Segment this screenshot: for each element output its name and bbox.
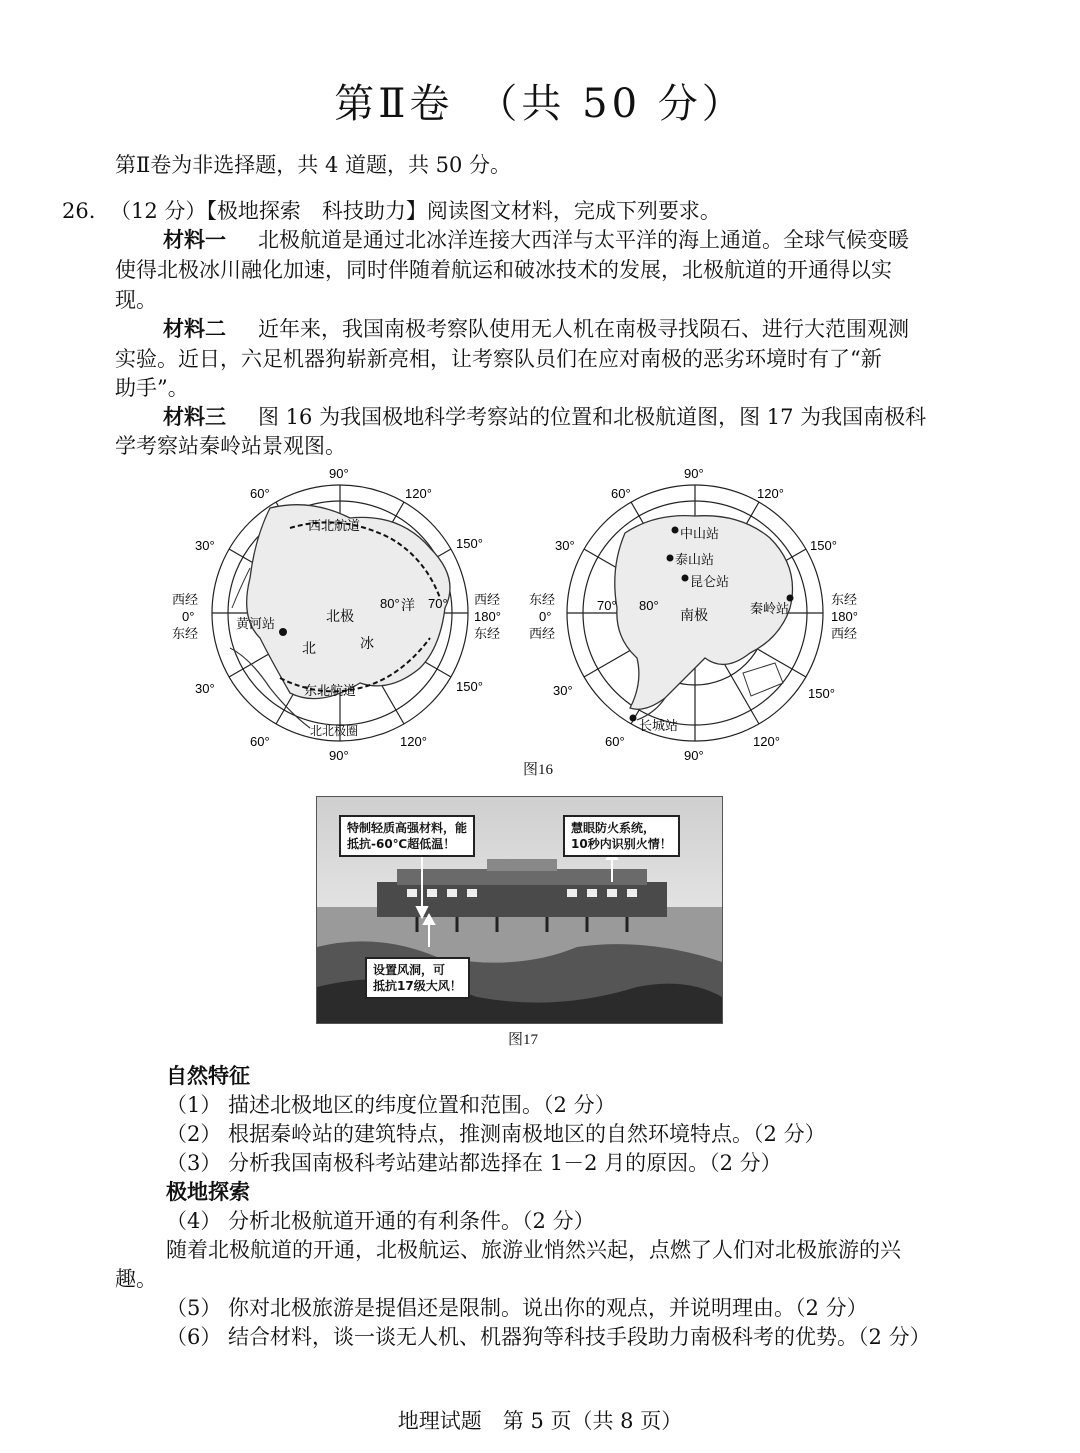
task-3: （3） 分析我国南极科考站建站都选择在 1－2 月的原因。（2 分） <box>166 1151 782 1175</box>
ant-left-label-bot: 西经 <box>529 627 556 642</box>
task-note-line2: 趣。 <box>115 1267 157 1291</box>
ice-shelf-hatch <box>743 663 783 696</box>
section-natural-features: 自然特征 <box>166 1063 250 1088</box>
section-polar-exploration: 极地探索 <box>166 1179 250 1204</box>
huanghe-station-label: 黄河站 <box>236 617 276 632</box>
ant-right-label-bot: 西经 <box>831 627 858 642</box>
south-pole-label: 南极 <box>680 608 708 624</box>
ant-right-label-mid: 180° <box>831 609 858 624</box>
ant-deg60-bl: 60° <box>605 734 625 749</box>
huanghe-station-dot <box>279 628 287 636</box>
callout-fire <box>563 815 680 857</box>
qinling-station-photo <box>316 796 723 1024</box>
ant-left-label-top: 东经 <box>529 593 556 608</box>
section-title: 第Ⅱ卷 （共 50 分） <box>334 81 746 127</box>
deg60-tl: 60° <box>250 486 270 501</box>
ocean-char-yang: 洋 <box>401 598 415 614</box>
ant-deg120-tr: 120° <box>757 486 784 501</box>
ant-right-label-top: 东经 <box>831 593 858 608</box>
section-intro: 第Ⅱ卷为非选择题，共 4 道题，共 50 分。 <box>115 153 512 177</box>
question-header: （12 分）【极地探索 科技助力】阅读图文材料，完成下列要求。 <box>110 199 721 223</box>
ant-deg120-br: 120° <box>753 734 780 749</box>
zhongshan-label: 中山站 <box>680 527 720 542</box>
left-label-top: 西经 <box>172 593 199 608</box>
callout-wind-line1: 设置风洞，可 <box>373 963 446 977</box>
callout-fire-line1: 慧眼防火系统， <box>571 821 656 835</box>
callout-fire-line2: 10秒内识别火情！ <box>571 837 672 851</box>
northeast-route-label: 东北航道 <box>304 684 357 699</box>
ant-deg30-tl: 30° <box>555 538 575 553</box>
callout-material <box>339 815 475 857</box>
page-footer: 地理试题 第 5 页（共 8 页） <box>397 1409 683 1433</box>
task-2: （2） 根据秦岭站的建筑特点，推测南极地区的自然环境特点。（2 分） <box>166 1122 826 1146</box>
deg150-tr: 150° <box>456 536 483 551</box>
northwest-route-label: 西北航道 <box>308 519 361 534</box>
task-4: （4） 分析北极航道开通的有利条件。（2 分） <box>166 1209 595 1233</box>
antarctic-map <box>525 458 875 768</box>
callout-material-line1: 特制轻质高强材料，能 <box>347 821 468 835</box>
deg90-top: 90° <box>329 466 349 481</box>
changcheng-dot <box>630 715 637 722</box>
material3-line1: 图 16 为我国极地科学考察站的位置和北极航道图，图 17 为我国南极科 <box>258 405 927 429</box>
kunlun-dot <box>682 575 689 582</box>
material3-label: 材料三 <box>163 404 226 429</box>
changcheng-label: 长城站 <box>639 719 679 734</box>
ant-deg90-top: 90° <box>684 466 704 481</box>
left-label-bot: 东经 <box>172 627 199 642</box>
material1-line1: 北极航道是通过北冰洋连接大西洋与太平洋的海上通道。全球气候变暖 <box>258 228 909 252</box>
ant-deg30-bl: 30° <box>553 683 573 698</box>
material1-line3: 现。 <box>115 288 157 312</box>
north-pole-label: 北极 <box>326 609 354 625</box>
deg150-br: 150° <box>456 679 483 694</box>
deg30-tl: 30° <box>195 538 215 553</box>
task-note-line1: 随着北极航道的开通，北极航运、旅游业悄然兴起，点燃了人们对北极旅游的兴 <box>166 1238 901 1262</box>
ant-deg150-tr: 150° <box>810 538 837 553</box>
question-number: 26. <box>62 199 96 223</box>
material3-line2: 学考察站秦岭站景观图。 <box>115 434 346 458</box>
ocean-char-bei: 北 <box>302 641 316 657</box>
taishan-label: 泰山站 <box>675 553 715 568</box>
ant-lat80-label: 80° <box>639 598 659 613</box>
material1-line2: 使得北极冰川融化加速，同时伴随着航运和破冰技术的发展，北极航道的开通得以实 <box>115 258 892 282</box>
callout-wind <box>365 957 470 999</box>
right-label-mid: 180° <box>474 609 501 624</box>
figure17-caption: 图17 <box>508 1032 539 1048</box>
figure16-caption: 图16 <box>523 762 554 778</box>
ocean-char-bing: 冰 <box>360 636 374 652</box>
zhongshan-dot <box>672 527 679 534</box>
deg60-bl: 60° <box>250 734 270 749</box>
material2-line2: 实验。近日，六足机器狗崭新亮相，让考察队员们在应对南极的恶劣环境时有了“新 <box>115 347 882 371</box>
material2-line1: 近年来，我国南极考察队使用无人机在南极寻找陨石、进行大范围观测 <box>258 317 909 341</box>
callout-material-line2: 抵抗-60℃超低温！ <box>347 837 456 851</box>
taishan-dot <box>667 555 674 562</box>
material2-label: 材料二 <box>163 316 226 341</box>
material2-line3: 助手”。 <box>115 376 189 400</box>
task-6: （6） 结合材料，谈一谈无人机、机器狗等科技手段助力南极科考的优势。（2 分） <box>166 1325 931 1349</box>
callout-wind-line2: 抵抗17级大风！ <box>373 979 462 993</box>
right-label-top: 西经 <box>474 593 501 608</box>
ant-deg150-br: 150° <box>808 686 835 701</box>
task-5: （5） 你对北极旅游是提倡还是限制。说出你的观点，并说明理由。（2 分） <box>166 1296 868 1320</box>
ant-left-label-mid: 0° <box>539 609 552 624</box>
lat80-label: 80° <box>380 596 400 611</box>
north-route-label: 北北极圈 <box>310 724 359 738</box>
ant-deg60-tl: 60° <box>611 486 631 501</box>
qinling-label: 秦岭站 <box>750 602 790 617</box>
deg120-br: 120° <box>400 734 427 749</box>
arctic-map <box>160 458 530 768</box>
task-1: （1） 描述北极地区的纬度位置和范围。（2 分） <box>166 1093 616 1117</box>
deg120-tr: 120° <box>405 486 432 501</box>
deg90-bottom: 90° <box>329 748 349 763</box>
ant-lat70-label: 70° <box>597 598 617 613</box>
material1-label: 材料一 <box>163 227 226 252</box>
lat70-label: 70° <box>428 596 448 611</box>
ant-deg90-bottom: 90° <box>684 748 704 763</box>
right-label-bot: 东经 <box>474 627 501 642</box>
kunlun-label: 昆仑站 <box>690 575 730 590</box>
deg30-bl: 30° <box>195 681 215 696</box>
qinling-dot <box>787 595 794 602</box>
left-label-mid: 0° <box>182 609 195 624</box>
